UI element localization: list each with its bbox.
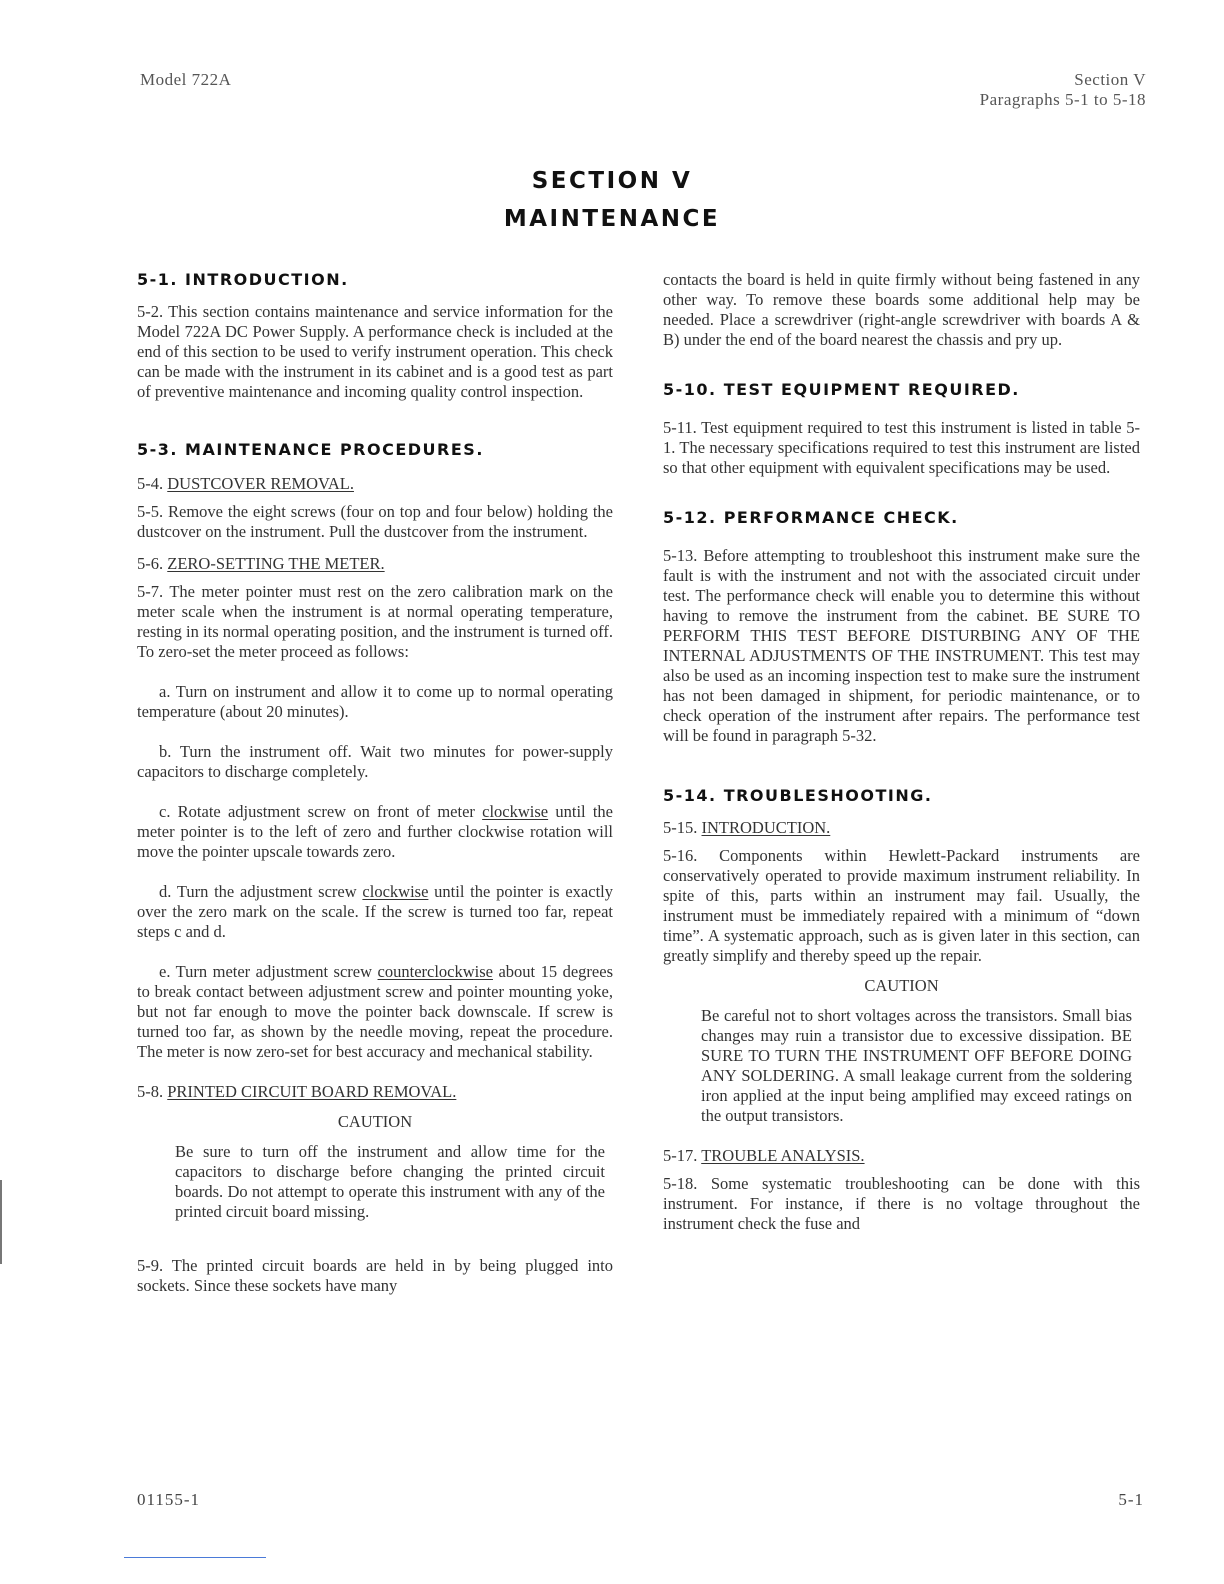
caution-title: CAUTION [337, 1112, 413, 1131]
page-title [0, 162, 1224, 238]
header-model: Model 722A [140, 70, 232, 89]
step-c [137, 802, 613, 862]
scan-edge-mark [0, 1180, 2, 1264]
subheading-title: TROUBLE ANALYSIS. [701, 1146, 865, 1165]
paragraph-5-2: 5-2. This section contains maintenance and service information for the Model 722A DC Power Supply. A performance check is included at the end of this section to be used to verify instrument operation. This check can be made with the instrument in its cabinet and is a good test as part of preventive maintenance and incoming quality control inspection. [137, 302, 613, 401]
step-c-text: c. Rotate adjustment screw on front of meter [159, 802, 483, 821]
heading-introduction: 5-1. INTRODUCTION. [137, 270, 349, 289]
paragraph-5-13: 5-13. Before attempting to troubleshoot this instrument make sure the fault is with the instrument and not with the associated circuit under test. The performance check will enable you to determine this without having to remove the instrument from the cabinet. BE SURE TO PERFORM THIS TEST BEFORE DISTURBING ANY OF THE INTERNAL ADJUSTMENTS OF THE INSTRUMENT. This test may also be used as an incoming inspection test to make sure the instrument has not been damaged in shipment, for periodic maintenance, or to check operation of the instrument after repairs. The performance test will be found in paragraph 5-32. [663, 546, 1140, 745]
left-column [137, 270, 613, 1296]
subheading-number: 5-4. [137, 474, 164, 493]
subheading-dustcover [137, 474, 613, 494]
paragraph-5-11: 5-11. Test equipment required to test this instrument is listed in table 5-1. The necessary specifications required to test this instrument are listed so that other equipment with equivalent specifications may be used. [663, 418, 1140, 477]
step-d-emphasis: clockwise [362, 882, 429, 901]
subheading-number: 5-6. [137, 554, 164, 573]
subheading-title: PRINTED CIRCUIT BOARD REMOVAL. [167, 1082, 457, 1101]
subheading-pcb-removal [137, 1082, 613, 1102]
heading-troubleshooting: 5-14. TROUBLESHOOTING. [663, 786, 933, 805]
subheading-trouble-analysis [663, 1146, 1140, 1166]
subheading-introduction [663, 818, 1140, 838]
heading-test-equipment: 5-10. TEST EQUIPMENT REQUIRED. [663, 380, 1020, 399]
paragraph-5-7: 5-7. The meter pointer must rest on the zero calibration mark on the meter scale when the instrument is at normal operating temperature, resting in its normal operating position, and the instrument is turned off. To zero-set the meter proceed as follows: [137, 582, 613, 661]
heading-maintenance-procedures: 5-3. MAINTENANCE PROCEDURES. [137, 440, 484, 459]
paragraph-continued: contacts the board is held in quite firmly without being fastened in any other way. To remove these boards some additional help may be needed. Place a screwdriver (right-angle screwdriver with boards A & B) under the end of the board nearest the chassis and pry up. [663, 270, 1140, 349]
step-d-text-end: until the pointer is exactly over the zero mark on the scale. If the screw is turned too far, repeat steps c and d. [137, 882, 613, 941]
section-name: MAINTENANCE [503, 206, 721, 232]
step-d [137, 882, 613, 942]
subheading-number: 5-15. [663, 818, 698, 837]
step-b: b. Turn the instrument off. Wait two minutes for power-supply capacitors to discharge completely. [137, 742, 613, 781]
header-paragraphs-line: Paragraphs 5-1 to 5-18 [979, 90, 1146, 109]
step-e-text: e. Turn meter adjustment screw [159, 962, 378, 981]
caution-body: Be sure to turn off the instrument and allow time for the capacitors to discharge before changing the printed circuit boards. Do not attempt to operate this instrument with any of the printed circuit board missing. [175, 1142, 605, 1221]
paragraph-5-5: 5-5. Remove the eight screws (four on top and four below) holding the dustcover on the instrument. Pull the dustcover from the instrument. [137, 502, 613, 541]
caution-body: Be careful not to short voltages across the transistors. Small bias changes may ruin a transistor due to excessive dissipation. BE SURE TO TURN THE INSTRUMENT OFF BEFORE DOING ANY SOLDERING. A small leakage current from the soldering iron applied at the input being amplified may exceed ratings on the output transistors. [701, 1006, 1132, 1125]
paragraph-5-9: 5-9. The printed circuit boards are held in by being plugged into sockets. Since these sockets have many [137, 1256, 613, 1295]
step-c-text-end: until the meter pointer is to the left of zero and further clockwise rotation will move the pointer upscale towards zero. [137, 802, 613, 861]
subheading-title: INTRODUCTION. [701, 818, 831, 837]
subheading-title: DUSTCOVER REMOVAL. [167, 474, 354, 493]
header-section-line: Section V [1074, 70, 1146, 89]
step-a: a. Turn on instrument and allow it to come up to normal operating temperature (about 20 minutes). [137, 682, 613, 721]
subheading-number: 5-17. [663, 1146, 698, 1165]
right-column [663, 270, 1140, 1234]
step-d-text: d. Turn the adjustment screw [159, 882, 363, 901]
subheading-title: ZERO-SETTING THE METER. [167, 554, 385, 573]
step-e-emphasis: counterclockwise [377, 962, 493, 981]
step-e-text-end: about 15 degrees to break contact between adjustment screw and pointer mounting yoke, but not far enough to move the pointer back downscale. If screw is turned too far, as shown by the needle moving, repeat the procedure. The meter is now zero-set for best accuracy and mechanical stability. [137, 962, 613, 1061]
section-title: SECTION V [531, 168, 693, 194]
scan-artifact-line [124, 1557, 266, 1558]
caution-title: CAUTION [864, 976, 939, 995]
step-e [137, 962, 613, 1062]
subheading-zero-setting [137, 554, 613, 574]
footer-page-number: 5-1 [1118, 1490, 1144, 1509]
header-section [980, 70, 1146, 110]
step-c-emphasis: clockwise [482, 802, 549, 821]
paragraph-5-16: 5-16. Components within Hewlett-Packard instruments are conservatively operated to provide maximum instrument reliability. In spite of this, parts within an instrument may fail. Usually, the instrument must be immediately repaired with a minimum of “down time”. A systematic approach, such as is given later in this section, can greatly simplify and thereby speed up the repair. [663, 846, 1140, 965]
footer-document-number: 01155-1 [137, 1490, 201, 1509]
subheading-number: 5-8. [137, 1082, 164, 1101]
paragraph-5-18: 5-18. Some systematic troubleshooting can be done with this instrument. For instance, if there is no voltage throughout the instrument check the fuse and [663, 1174, 1140, 1233]
heading-performance-check: 5-12. PERFORMANCE CHECK. [663, 508, 959, 527]
